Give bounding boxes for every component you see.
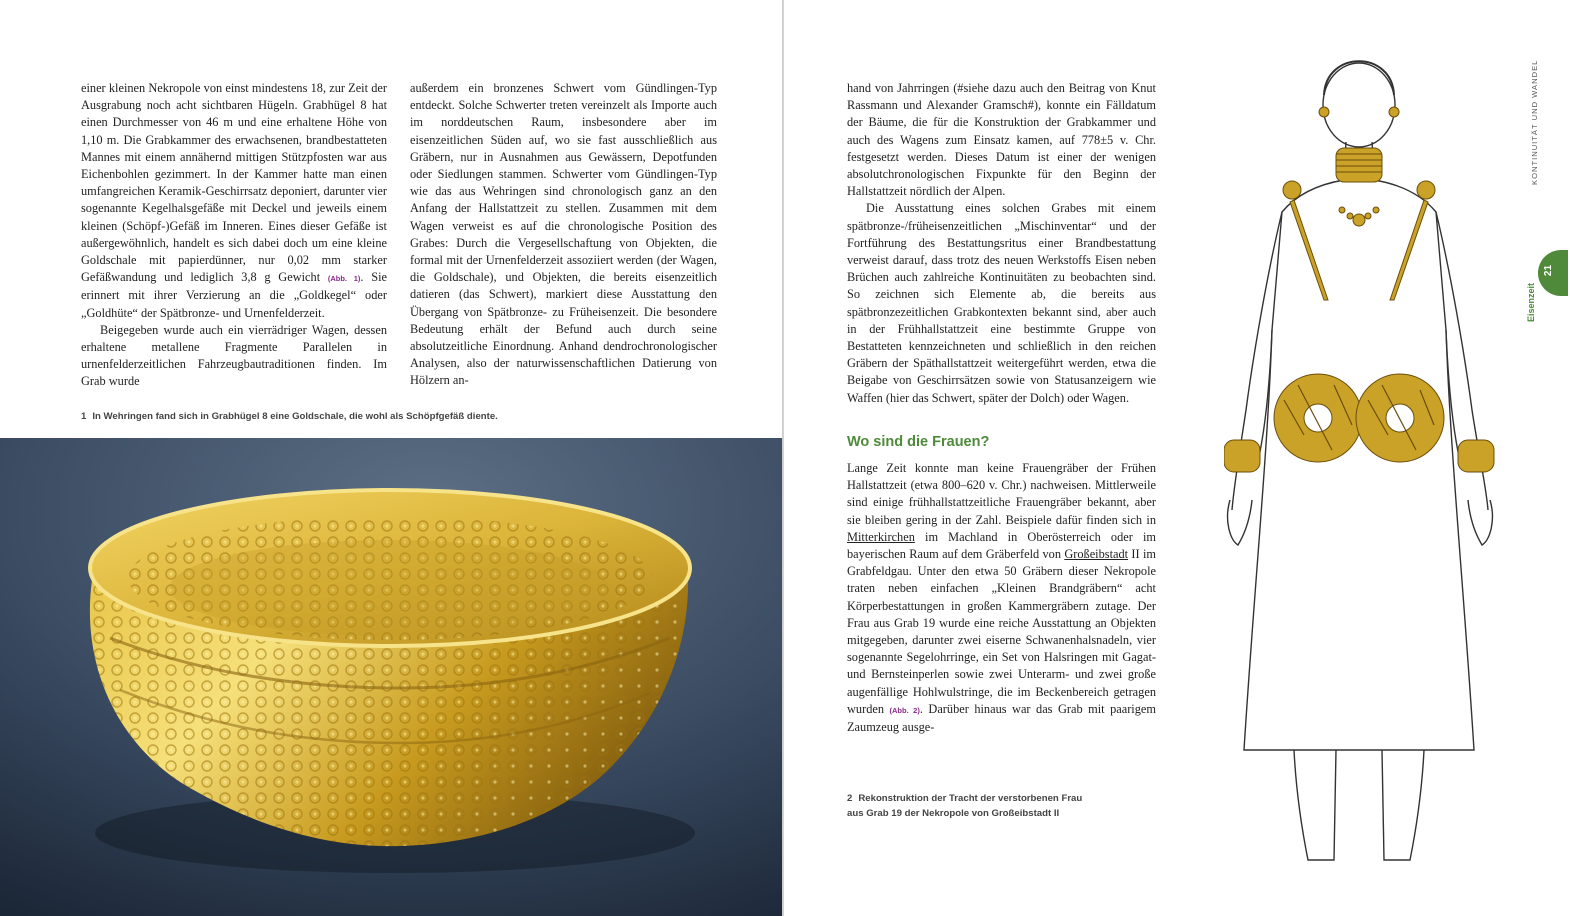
figure-caption-2: 2 Rekonstruktion der Tracht der verstorbenen Frau aus Grab 19 der Nekropole von Großeibstadt II xyxy=(847,793,1083,819)
left-text-column-1 xyxy=(81,80,387,391)
paragraph: hand von Jahrringen (#siehe dazu auch den Beitrag von Knut Rassmann und Alexander Gramsch#), konnte ein Fälldatum der Bäume, die für die Konstruktion der Grabkammer und auch des Wagens zum Einsatz kamen, auf 778±5 v. Chr. festgesetzt werden. Dieses Datum ist einer der wenigen absolutchronologischen Fixpunkte für den Beginn der Hallstattzeit nördlich der Alpen. xyxy=(847,81,1156,199)
right-page xyxy=(784,0,1570,916)
right-text-column-top xyxy=(847,80,1156,407)
running-title: KONTINUITÄT UND WANDEL xyxy=(1530,59,1539,185)
costume-reconstruction-drawing xyxy=(1224,30,1524,880)
place-link-grosseibstadt[interactable]: Großeibstadt xyxy=(1064,547,1129,562)
figure-reference-1[interactable]: (Abb. 1) xyxy=(327,274,361,284)
paragraph: Die Ausstattung eines solchen Grabes mit einem spätbronze-/früheisenzeitlichen „Mischinventar“ und der Fortführung des Bestattungsritus einer Brandbestattung verweist darauf, dass trotz des neuen Werkstoffs Eisen neben Brüchen auch zahlreiche Kontinuitäten zu beobachten sind. So zeichnen sich Elemente ab, die bereits aus spätbronzezeitlichen Grabkontexten bekannt sind, aber auch in der Frühhallstattzeit eine bestimmte Gruppe von Bestatteten kennzeichneten und schließlich in den reichen Gräbern der Späthallstattzeit weitergeführt werden, etwa die Beigabe von Geschirrsätzen sowie von Statusanzeigern wie Waffen (hier das Schwert, später der Dolch) oder Wagen. xyxy=(847,201,1156,405)
paragraph: Lange Zeit konnte man keine Frauengräber der Frühen Hallstattzeit (etwa 800–620 v. Chr.) nachweisen. Mittlerweile sind einige frühhallstattzeitliche Frauengräber bekannt, aber sie bleiben gering in der Zahl. Beispiele dafür finden sich in Mitterkirchen im Machland in Oberösterreich oder im bayerischen Raum auf dem Gräberfeld von Großeibstadt II im Grabfeldgau. Unter den etwa 50 Gräbern dieser Nekropole traten neben einfachen „Kleinen Brandgräbern“ acht Körperbestattungen in großen Kammergräbern zutage. Der Frau aus Grab 19 wurde eine reiche Ausstattung an Objekten mitgegeben, darunter zwei eiserne Schwanenhalsnadeln, vier sogenannte Segelohrringe, ein Set von Halsringen mit Gagat- und Bernsteinperlen sowie zwei Unterarm- und zwei große augenfällige Hohlwulstringe, die im Beckenbereich getragen wurden (Abb. 2). Darüber hinaus war das Grab mit paarigem Zaumzeug ausge- xyxy=(847,461,1156,735)
paragraph: Beigegeben wurde auch ein vierrädriger Wagen, dessen erhaltene metallene Fragmente Parallelen in urnenfelderzeitlichen Fahrzeugbautraditionen finden. Im Grab wurde xyxy=(81,322,387,389)
section-heading: Wo sind die Frauen? xyxy=(847,434,990,450)
page-number-tab: 21 xyxy=(1538,250,1568,296)
paragraph: einer kleinen Nekropole von einst mindestens 18, zur Zeit der Ausgrabung noch acht sichtbaren Hügeln. Grabhügel 8 hat einen Durchmesser von 46 m und eine erhaltene Höhe von 1,10 m. Die Grabkammer des erwachsenen, brandbestatteten Mannes mit einem annähernd mittigen Stützpfosten war aus Eichenbohlen gezimmert. In der Kammer hatte man einen umfangreichen Keramik-Geschirrsatz deponiert, darunter vier sogenannte Kegelhalsgefäße mit Deckel und jeweils einem kleinen (Schöpf-)Gefäß im Inneren. Eines dieser Gefäße ist außergewöhnlich, handelt es sich dabei doch um eine kleine Goldschale mit papierdünner, nur 0,02 mm starker Gefäßwandung und lediglich 3,8 g Gewicht (Abb. 1). Sie erinnert mit ihrer Verzierung an die „Goldkegel“ oder „Goldhüte“ der Spätbronze- und Urnenfelderzeit. xyxy=(81,81,387,320)
left-text-column-2 xyxy=(410,80,717,390)
figure-reference-2[interactable]: (Abb. 2) xyxy=(889,705,920,715)
gold-bowl-photo xyxy=(0,438,782,916)
figure-caption-1 xyxy=(81,409,498,424)
paragraph: außerdem ein bronzenes Schwert vom Gündlingen-Typ entdeckt. Solche Schwerter treten vereinzelt als Importe auch im norddeutschen Raum, insbesondere aber im eisenzeitlichen Süden auf, wo sie fast ausschließlich aus Gräbern, nur in Ausnahmen aus Gewässern, Depotfunden oder Siedlungen stammen. Schwerter vom Gündlingen-Typ wie das aus Wehringen sind chronologisch ganz an den Anfang der Hallstattzeit zu stellen. Zusammen mit dem Wagen verweist es auf die chronologische Position des Grabes: Durch die Vergesellschaftung von Objekten, die formal mit der Urnenfelderzeit assoziiert werden (der Wagen, die Goldschale), und Objekten, die bereits eisenzeitlich datieren (das Schwert), markiert diese Ausstattung den Übergang von Spätbronze- zu Früheisenzeit. Die besondere Bedeutung erhält der Befund auch durch seine absolutzeitliche Einordnung. Anhand dendrochronologischer Analysen, also der naturwissenschaftlichen Datierung von Hölzern an- xyxy=(410,81,717,388)
right-text-column-bottom xyxy=(847,460,1156,736)
place-link-mitterkirchen[interactable]: Mitterkirchen xyxy=(847,529,915,544)
caption-number: 2 xyxy=(847,793,853,804)
caption-number: 1 xyxy=(81,411,87,422)
left-page xyxy=(0,0,782,916)
caption-text: In Wehringen fand sich in Grabhügel 8 eine Goldschale, die wohl als Schöpfgefäß diente. xyxy=(92,411,498,422)
section-label: Eisenzeit xyxy=(1526,282,1536,322)
